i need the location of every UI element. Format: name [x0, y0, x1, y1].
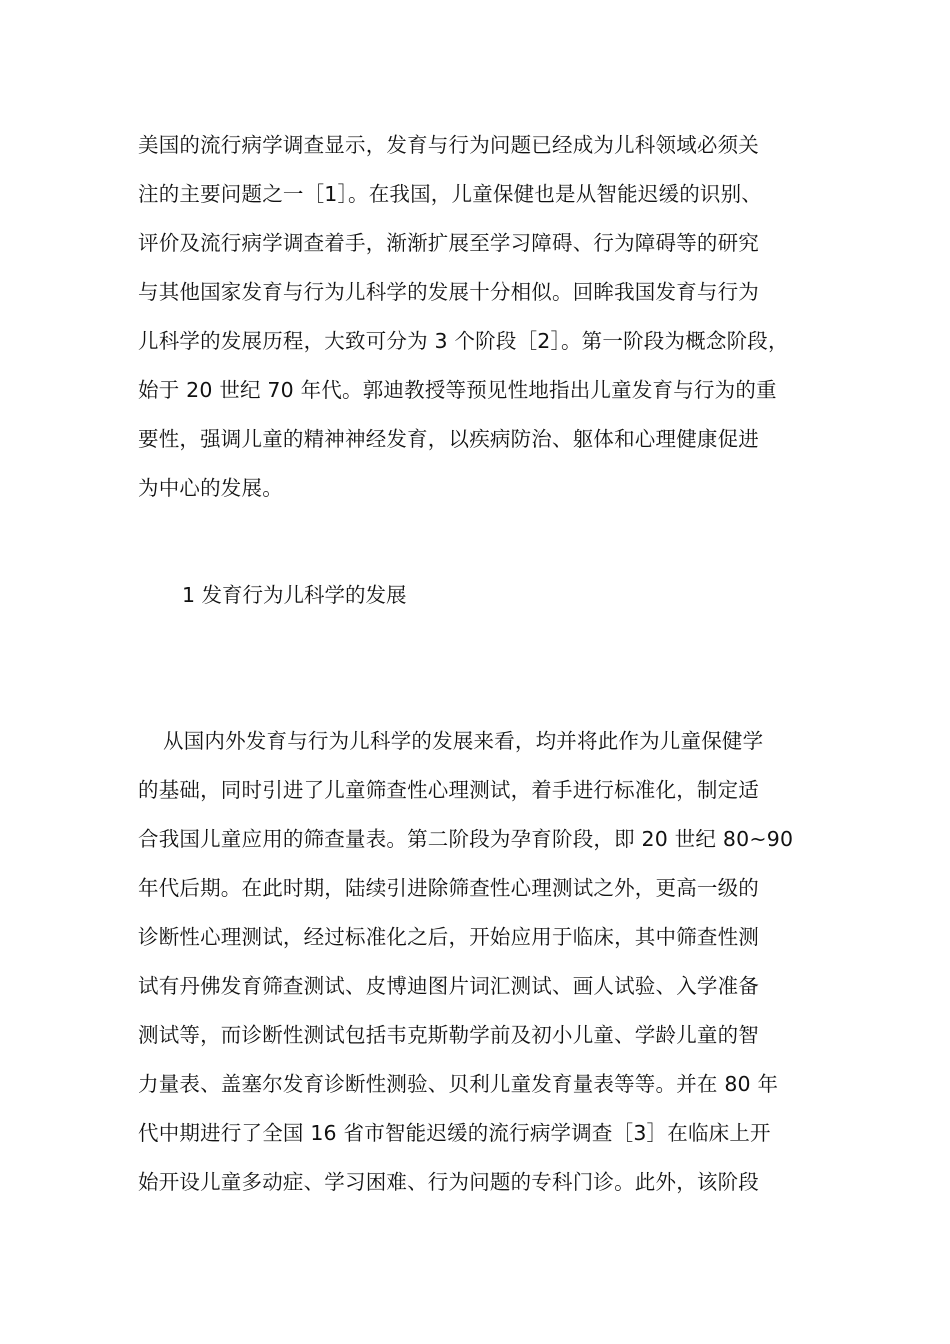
- text-line: 年代后期。在此时期，陆续引进除筛查性心理测试之外，更高一级的: [138, 876, 759, 900]
- text-line: 美国的流行病学调查显示，发育与行为问题已经成为儿科领域必须关: [138, 133, 759, 157]
- text-line: 合我国儿童应用的筛查量表。第二阶段为孕育阶段，即 20 世纪 80~90: [138, 827, 794, 851]
- text-line: 从国内外发育与行为儿科学的发展来看，均并将此作为儿童保健学: [163, 729, 764, 753]
- text-line: 力量表、盖塞尔发育诊断性测验、贝利儿童发育量表等等。并在 80 年: [138, 1072, 779, 1096]
- text-line: 测试等，而诊断性测试包括韦克斯勒学前及初小儿童、学龄儿童的智: [138, 1023, 759, 1047]
- text-line: 代中期进行了全国 16 省市智能迟缓的流行病学调查［3］在临床上开: [138, 1121, 771, 1145]
- text-line: 为中心的发展。: [138, 476, 283, 500]
- text-line: 与其他国家发育与行为儿科学的发展十分相似。回眸我国发育与行为: [138, 280, 759, 304]
- text-line: 的基础，同时引进了儿童筛查性心理测试，着手进行标准化，制定适: [138, 778, 759, 802]
- paragraph-1: [138, 121, 828, 513]
- text-line: 诊断性心理测试，经过标准化之后，开始应用于临床，其中筛查性测: [138, 925, 759, 949]
- text-line: 要性，强调儿童的精神神经发育，以疾病防治、躯体和心理健康促进: [138, 427, 759, 451]
- text-line: 儿科学的发展历程，大致可分为 3 个阶段［2］。第一阶段为概念阶段，: [138, 329, 789, 353]
- section-heading: 1 发育行为儿科学的发展: [182, 583, 407, 607]
- text-line: 始开设儿童多动症、学习困难、行为问题的专科门诊。此外，该阶段: [138, 1170, 759, 1194]
- text-line: 注的主要问题之一［1］。在我国，儿童保健也是从智能迟缓的识别、: [138, 182, 762, 206]
- paragraph-2: [138, 717, 828, 1207]
- text-line: 试有丹佛发育筛查测试、皮博迪图片词汇测试、画人试验、入学准备: [138, 974, 759, 998]
- text-line: 始于 20 世纪 70 年代。郭迪教授等预见性地指出儿童发育与行为的重: [138, 378, 777, 402]
- text-line: 评价及流行病学调查着手，渐渐扩展至学习障碍、行为障碍等的研究: [138, 231, 759, 255]
